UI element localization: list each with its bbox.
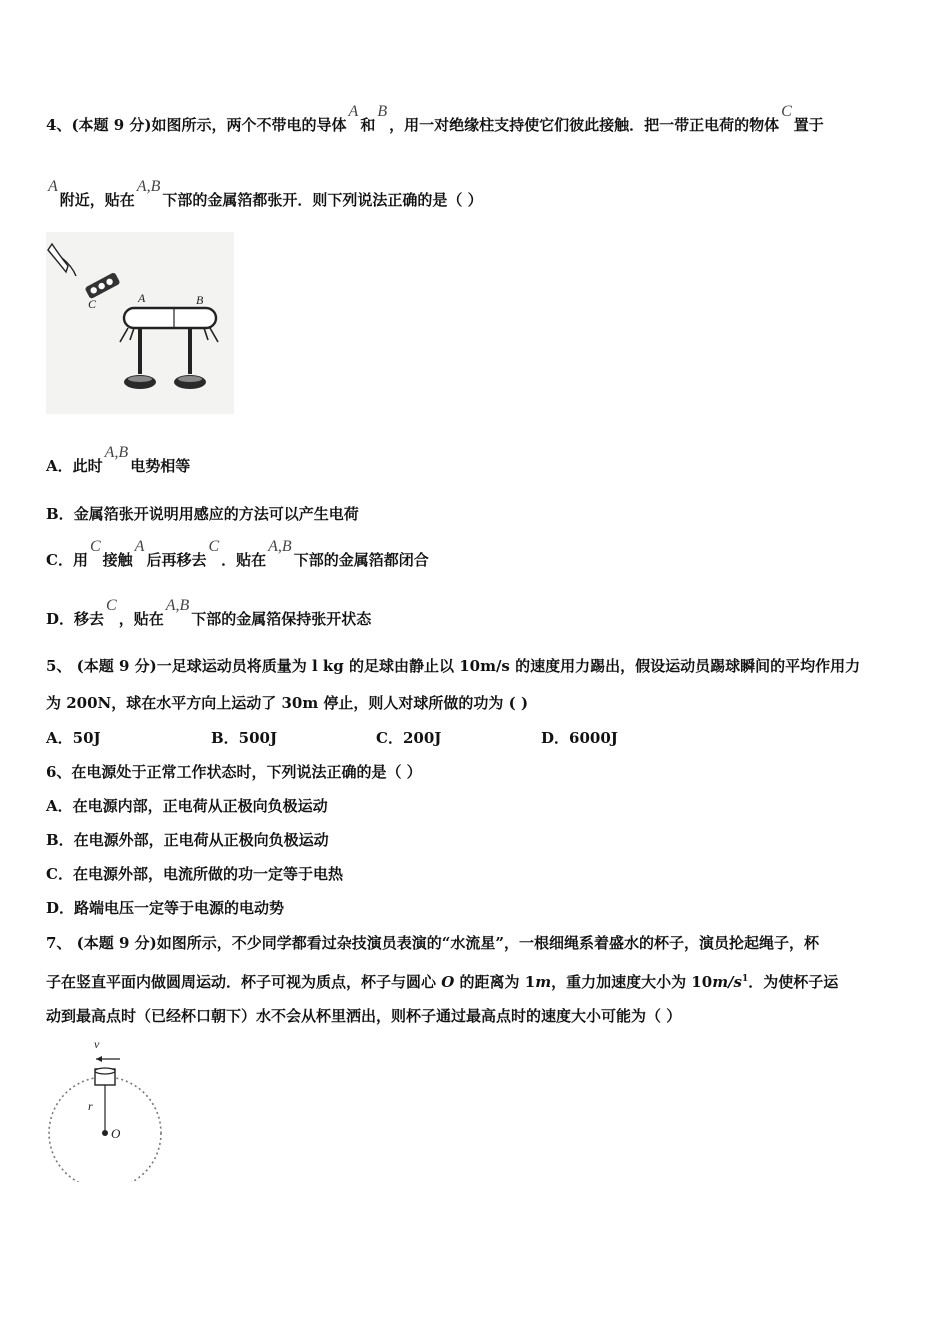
q5-line-2: 为 200N，球在水平方向上运动了 30m 停止，则人对球所做的功为 ( ) <box>46 694 529 712</box>
option-letter: D． <box>46 610 75 628</box>
option-letter: C． <box>46 551 73 569</box>
insulator-post-b <box>188 328 192 374</box>
math-symbol: A,B <box>104 444 129 461</box>
q4-line-1 <box>46 103 824 136</box>
q5-options <box>46 728 906 748</box>
q7-line-3: 动到最高点时（已经杯口朝下）水不会从杯里洒出，则杯子通过最高点时的速度大小可能为（ ） <box>46 1007 682 1025</box>
math-symbol: B <box>377 103 388 120</box>
option-text: 此时 <box>72 457 103 475</box>
math-symbol: A <box>48 178 58 195</box>
q7-symbol: m/s <box>712 973 742 991</box>
q5-option-b: B．500J <box>211 729 278 747</box>
option-text: 接触 <box>102 551 133 569</box>
math-symbol: A,B <box>268 538 292 555</box>
q4-option-d <box>46 597 372 630</box>
q6-stem: 6、在电源处于正常工作状态时，下列说法正确的是（ ） <box>46 763 422 781</box>
insulator-post-a <box>138 328 142 374</box>
q7-line-1: 7、 (本题 9 分)如图所示，不少同学都看过杂技演员表演的“水流星”，一根细绳系着盛水的杯子，演员抡起绳子，杯 <box>46 934 819 952</box>
water-meteor-diagram <box>44 1036 168 1182</box>
conductors-diagram <box>46 232 234 414</box>
option-letter: B． <box>46 505 74 523</box>
option-text: 用 <box>72 551 88 569</box>
math-symbol: C <box>208 538 220 555</box>
q4-score: (本题 9 分) <box>71 116 152 134</box>
q7-figure <box>44 1036 168 1186</box>
math-symbol: C <box>89 538 101 555</box>
math-symbol: C <box>106 597 117 614</box>
q7-text: ．为使杯子运 <box>748 973 839 991</box>
option-letter: A． <box>46 457 73 475</box>
math-symbol: A <box>348 103 359 120</box>
q5-option-a: A．50J <box>46 729 101 747</box>
q6-option-b: B．在电源外部，正电荷从正极向负极运动 <box>46 831 329 849</box>
q7-line-2 <box>46 969 838 992</box>
label-v: v <box>94 1037 100 1051</box>
q4-text: 附近，贴在 <box>59 191 135 209</box>
option-text: ，贴在 <box>118 610 164 628</box>
q4-text: 和 <box>360 116 376 134</box>
option-text: 金属箔张开说明用感应的方法可以产生电荷 <box>73 505 359 523</box>
label-a: A <box>138 291 146 305</box>
q4-option-c <box>46 538 429 571</box>
q7-symbol: O <box>441 973 455 991</box>
q6-option-d: D．路端电压一定等于电源的电动势 <box>46 899 285 917</box>
q4-text: 置于 <box>793 116 824 134</box>
cup-rim <box>95 1068 115 1074</box>
q4-line-2 <box>46 178 483 211</box>
math-symbol: A <box>134 538 145 555</box>
q4-number: 4、 <box>46 116 72 134</box>
option-text: ．贴在 <box>221 551 267 569</box>
label-o: O <box>111 1126 121 1141</box>
q4-figure <box>46 232 234 418</box>
q7-superscript: 1 <box>741 974 749 984</box>
q5-option-c: C．200J <box>376 729 442 747</box>
q5-line-1: 5、 (本题 9 分)一足球运动员将质量为 l kg 的足球由静止以 10m/s 的速度用力踢出，假设运动员踢球瞬间的平均作用力 <box>46 657 861 675</box>
option-text: 下部的金属箔保持张开状态 <box>191 610 372 628</box>
math-symbol: C <box>781 103 792 120</box>
q6-option-c: C．在电源外部，电流所做的功一定等于电热 <box>46 865 343 883</box>
option-text: 电势相等 <box>130 457 191 475</box>
q7-text: ，重力加速度大小为 10 <box>551 973 713 991</box>
q6-option-a: A．在电源内部，正电荷从正极向负极运动 <box>46 797 328 815</box>
q4-option-a <box>46 444 191 477</box>
q4-option-b <box>46 504 359 524</box>
conductor-ab <box>124 308 216 328</box>
base-b-top <box>178 376 202 382</box>
option-text: 后再移去 <box>146 551 207 569</box>
math-symbol: A,B <box>165 597 190 614</box>
q7-symbol: m <box>535 973 552 991</box>
q7-text: 子在竖直平面内做圆周运动．杯子可视为质点，杯子与圆心 <box>46 973 442 991</box>
arrow-head-icon <box>96 1056 102 1062</box>
q4-text: 下部的金属箔都张开．则下列说法正确的是（ ） <box>162 191 483 209</box>
q7-text: 的距离为 1 <box>454 973 536 991</box>
option-text: 下部的金属箔都闭合 <box>293 551 429 569</box>
q4-text: 如图所示，两个不带电的导体 <box>151 116 347 134</box>
label-b: B <box>196 293 204 307</box>
option-text: 移去 <box>74 610 105 628</box>
label-r: r <box>88 1099 93 1113</box>
math-symbol: A,B <box>136 178 161 195</box>
q5-option-d: D．6000J <box>541 729 618 747</box>
center-point <box>102 1130 108 1136</box>
q4-text: ，用一对绝缘柱支持使它们彼此接触．把一带正电荷的物体 <box>389 116 780 134</box>
base-a-top <box>128 376 152 382</box>
label-c: C <box>88 297 97 311</box>
